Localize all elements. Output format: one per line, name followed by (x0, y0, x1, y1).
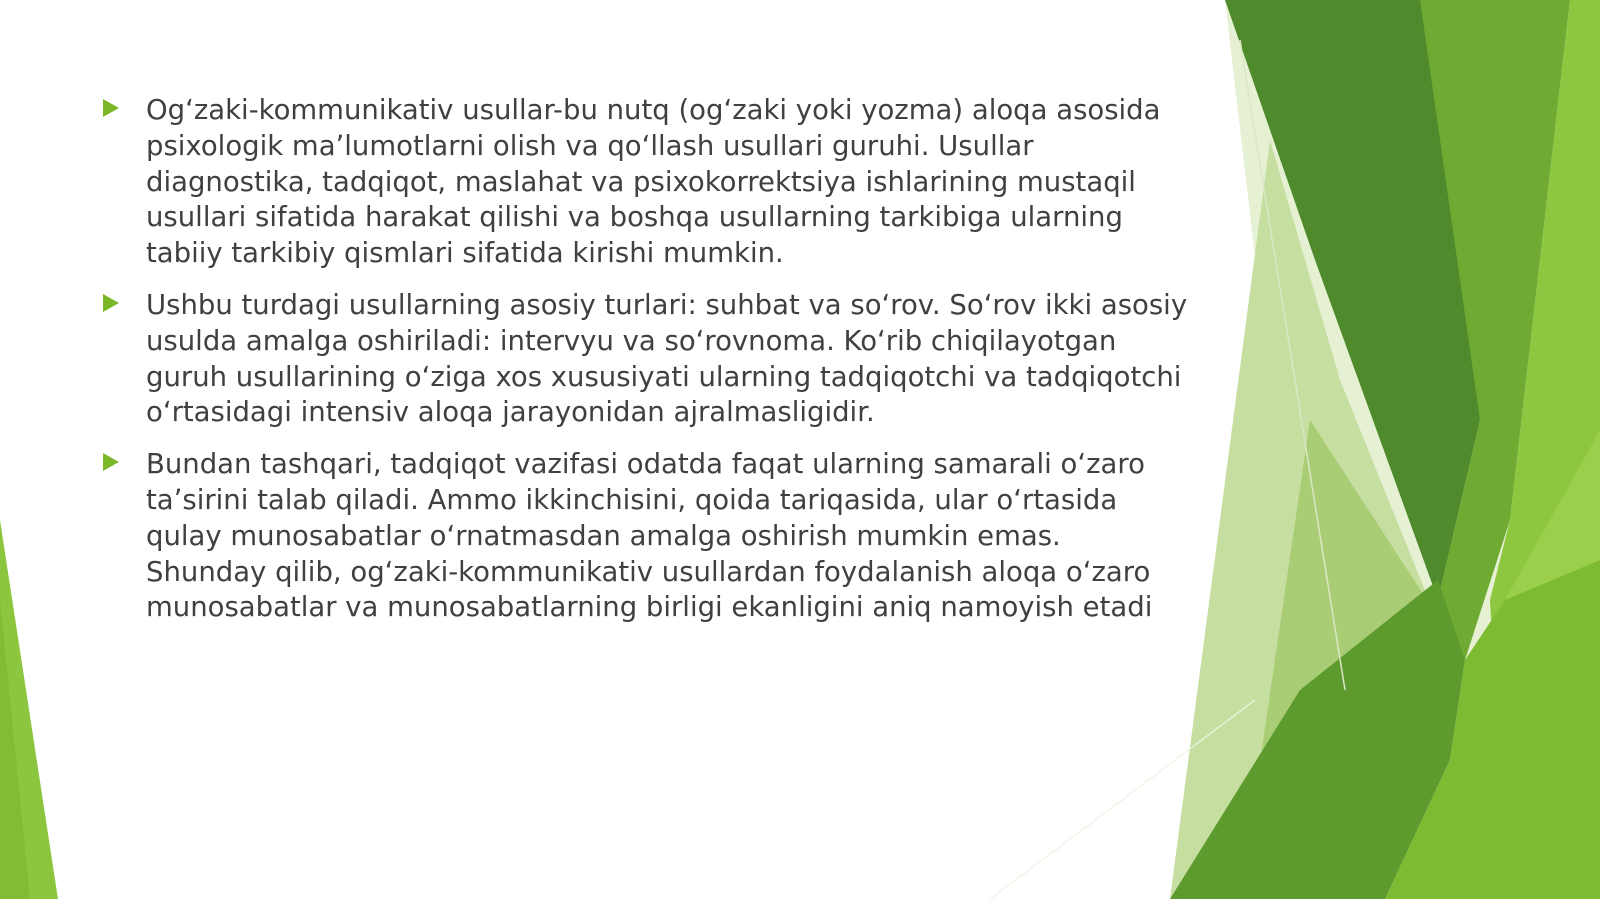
triangle-bullet-icon (103, 294, 119, 312)
bullet-item (100, 288, 1210, 431)
bullet-text: Ushbu turdagi usullarning asosiy turlari: suhbat va soʻrov. Soʻrov ikki asosiy usulda amalga oshiriladi: intervyu va soʻrovnoma. Koʻrib chiqilayotgan guruh usullarining oʻziga xos xususiyati ularning tadqiqotchi va tadqiqotchi oʻrtasidagi intensiv aloqa jarayonidan ajralmasligidir. (146, 288, 1188, 429)
bullet-item (100, 447, 1210, 626)
bullet-text: Ogʻzaki-kommunikativ usullar-bu nutq (ogʻzaki yoki yozma) aloqa asosida psixologik maʼlumotlarni olish va qoʻllash usullari guruhi. Usullar diagnostika, tadqiqot, maslahat va psixokorrektsiya ishlarining mustaqil usullari sifatida harakat qilishi va boshqa usullarning tarkibiga ularning tabiiy tarkibiy qismlari sifatida kirishi mumkin. (146, 94, 1161, 270)
triangle-bullet-icon (103, 453, 119, 471)
triangle-bullet-icon (103, 99, 119, 117)
slide-content (100, 93, 1210, 642)
bullet-text: Bundan tashqari, tadqiqot vazifasi odatda faqat ularning samarali oʻzaro taʼsirini talab qiladi. Ammo ikkinchisini, qoida tariqasida, ular oʻrtasida qulay munosabatlar oʻrnatmasdan amalga oshirish mumkin emas. Shunday qilib, ogʻzaki-kommunikativ usullardan foydalanish aloqa oʻzaro munosabatlar va munosabatlarning birligi ekanligini aniq namoyish etadi (146, 448, 1153, 624)
bullet-item (100, 93, 1210, 272)
